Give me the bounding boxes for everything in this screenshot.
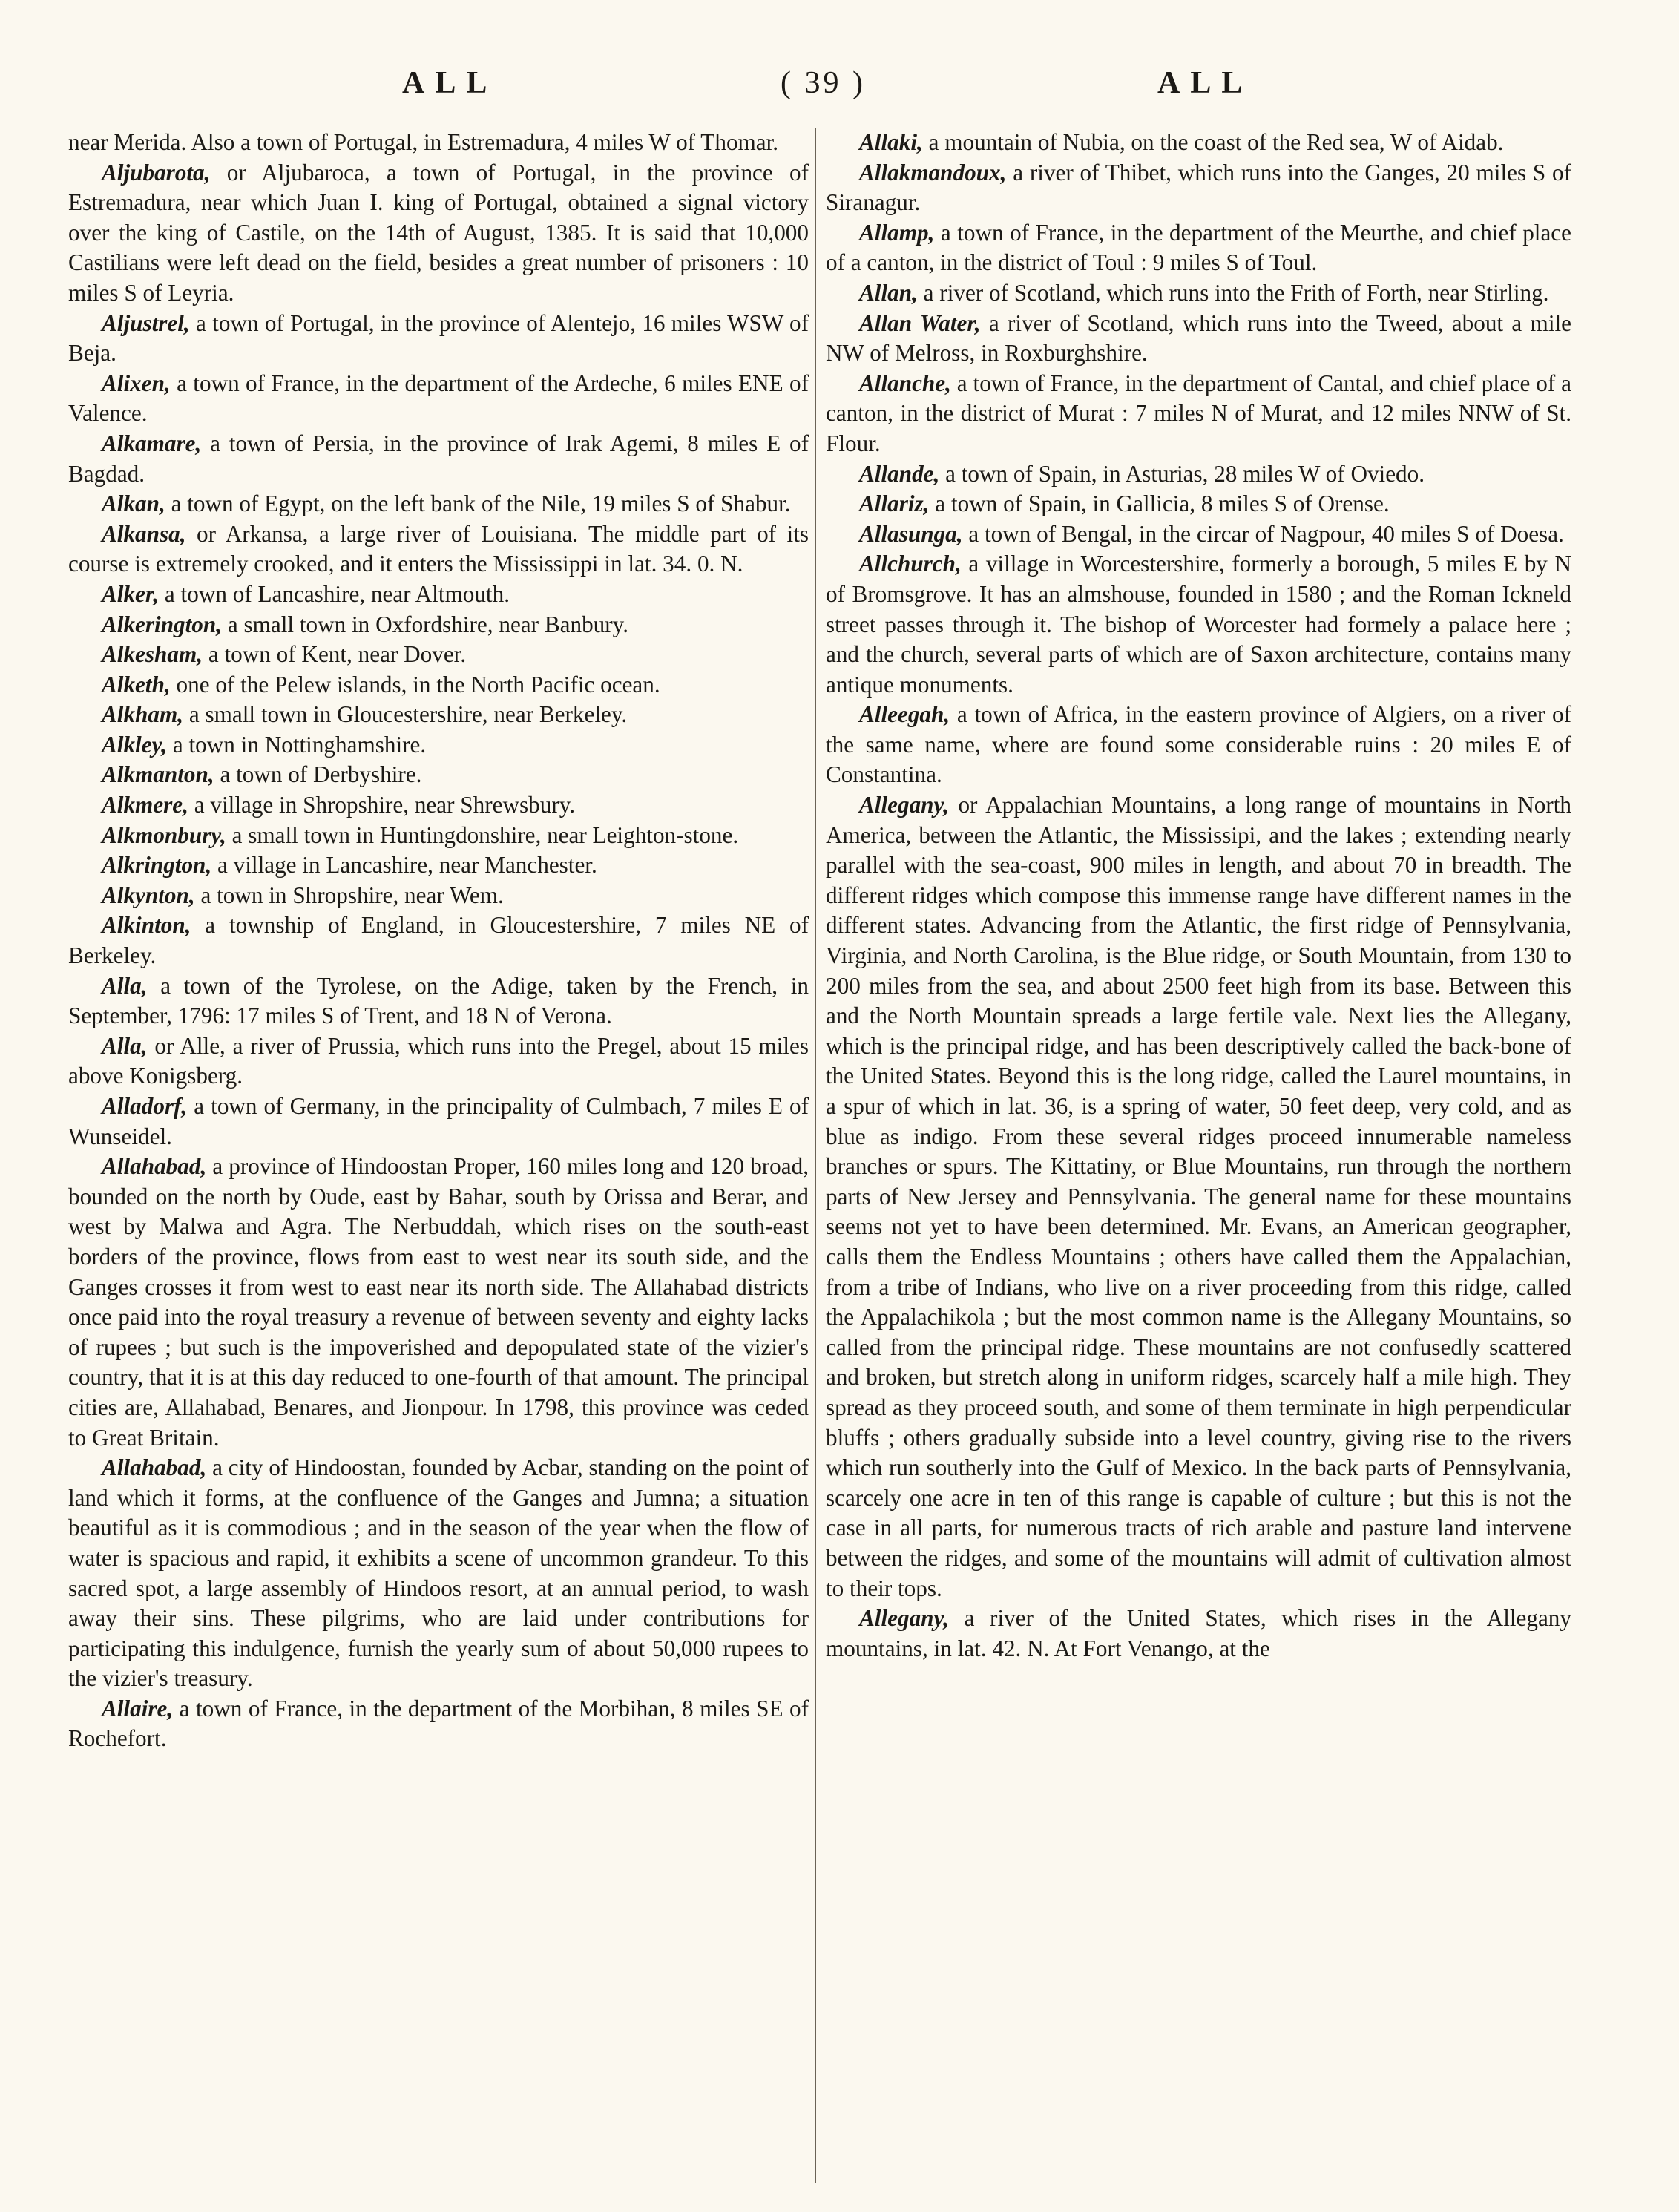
entry-text: a town of France, in the department of Cantal, and chief place of a canton, in the district of Murat : 7 miles N of Murat, and 12 miles NNW of St. Flour.: [826, 370, 1571, 456]
gazetteer-entry: [68, 760, 809, 790]
entry-headword: Alladorf,: [102, 1093, 188, 1119]
gazetteer-entry: [826, 309, 1571, 369]
entry-text: a village in Worcestershire, formerly a borough, 5 miles E by N of Bromsgrove. It has an almshouse, founded in 1580 ; and the Roman Ickneld street passes through it. The bishop of Worcester had formely a palace here ; and the church, several parts of which are of Saxon architecture, contains many antique monuments.: [826, 551, 1571, 698]
entry-headword: Allan Water,: [859, 309, 981, 336]
gazetteer-entry: [68, 1694, 809, 1754]
entry-headword: Alkerington,: [102, 611, 223, 637]
gazetteer-entry: [826, 790, 1571, 1604]
entry-headword: Allegany,: [859, 1605, 949, 1632]
entry-text: a town of Spain, in Gallicia, 8 miles S of Orense.: [929, 490, 1390, 517]
entry-headword: Allaki,: [859, 129, 923, 155]
entry-headword: Alkamare,: [102, 430, 202, 456]
entry-headword: Alkmere,: [102, 792, 188, 818]
gazetteer-entry: [68, 519, 809, 580]
entry-headword: Aljustrel,: [102, 309, 190, 336]
entry-headword: Alkinton,: [102, 912, 191, 939]
gazetteer-entry: [68, 309, 809, 369]
gazetteer-entry: [68, 1453, 809, 1694]
entry-text: a river of Scotland, which runs into the Frith of Forth, near Stirling.: [917, 279, 1549, 306]
gazetteer-entry: [826, 158, 1571, 218]
entry-headword: Alla,: [102, 972, 148, 999]
entry-text: or Alle, a river of Prussia, which runs into the Pregel, about 15 miles above Konigsberg.: [68, 1032, 809, 1089]
entry-text: a town of Persia, in the province of Irak Agemi, 8 miles E of Bagdad.: [68, 430, 809, 487]
entry-text: a village in Lancashire, near Manchester.: [211, 852, 597, 879]
entry-text: a township of England, in Gloucestershire, 7 miles NE of Berkeley.: [68, 912, 809, 969]
gazetteer-entry: [826, 489, 1571, 519]
page-number: ( 39 ): [781, 66, 866, 100]
entry-headword: Aljubarota,: [102, 159, 211, 186]
gazetteer-entry: [68, 128, 809, 158]
gazetteer-entry: [68, 1152, 809, 1453]
left-column: [68, 128, 809, 1754]
entry-headword: Alkrington,: [102, 852, 212, 879]
entry-headword: Alkham,: [102, 701, 184, 728]
entry-headword: Alla,: [102, 1032, 148, 1059]
entry-text: a town in Shropshire, near Wem.: [194, 882, 504, 908]
entry-headword: Alkmanton,: [102, 761, 214, 788]
entry-headword: Allamp,: [859, 219, 935, 246]
entry-text: a town of France, in the department of the Ardeche, 6 miles ENE of Valence.: [68, 370, 809, 427]
entry-text: a river of the United States, which rises in the Allegany mountains, in lat. 42. N. At Fort Venango, at the: [826, 1605, 1571, 1661]
entry-headword: Allchurch,: [859, 551, 962, 577]
entry-headword: Allariz,: [859, 490, 930, 517]
gazetteer-entry: [826, 128, 1571, 158]
gazetteer-entry: [68, 910, 809, 971]
gazetteer-entry: [68, 489, 809, 519]
gazetteer-entry: [826, 1604, 1571, 1664]
entry-text: one of the Pelew islands, in the North Pacific ocean.: [170, 671, 660, 698]
entry-text: a town of Africa, in the eastern province of Algiers, on a river of the same name, where are found some considerable ruins : 20 miles E of Constantina.: [826, 701, 1571, 788]
entry-text: a town of Kent, near Dover.: [203, 641, 467, 668]
gazetteer-entry: [68, 580, 809, 610]
gazetteer-entry: [68, 610, 809, 640]
entry-text: a mountain of Nubia, on the coast of the Red sea, W of Aidab.: [922, 129, 1504, 155]
entry-headword: Alkan,: [102, 490, 165, 517]
entry-headword: Alketh,: [102, 671, 171, 698]
entry-headword: Alker,: [102, 580, 160, 607]
entry-headword: Allegany,: [859, 792, 949, 818]
column-divider: [815, 128, 816, 2183]
entry-text: a town in Nottinghamshire.: [167, 731, 427, 758]
gazetteer-entry: [826, 218, 1571, 278]
entry-headword: Alleegah,: [859, 701, 950, 728]
entry-text: a town of Bengal, in the circar of Nagpour, 40 miles S of Doesa.: [962, 520, 1564, 547]
entry-text: or Appalachian Mountains, a long range of mountains in North America, between the Atlantic, the Mississipi, and the lakes ; extending nearly parallel with the sea-coast, 900 miles in length, and about 70 in breadth. The different ridges which compose this immense range have different names in the different states. Advancing from the Atlantic, the first ridge of Pennsylvania, Virginia, and North Carolina, is the Blue ridge, or South Mountain, from 130 to 200 miles from the sea, and about 2500 feet high from its base. Between this and the North Mountain spreads a large fertile vale. Next lies the Allegany, which is the principal ridge, and has been descriptively called the back-bone of the United States. Beyond this is the long ridge, called the Laurel mountains, in a spur of which in lat. 36, is a spring of water, 50 feet deep, very cold, and as blue as indigo. From these several ridges proceed innumerable nameless branches or spurs. The Kittatiny, or Blue Mountains, run through the northern parts of New Jersey and Pennsylvania. The general name for these mountains seems not yet to have been determined. Mr. Evans, an American geographer, calls them the Endless Mountains ; others have called them the Appalachian, from a tribe of Indians, who live on a river proceeding from this ridge, called the Appalachikola ; but the most common name is the Allegany Mountains, so called from the principal ridge. These mountains are not confusedly scattered and broken, but stretch along in uniform ridges, scarcely half a mile high. They spread as they proceed south, and some of them terminate in high perpendicular bluffs ; others gradually subside into a level country, giving rise to the rivers which run southerly into the Gulf of Mexico. In the back parts of Pennsylvania, scarcely one acre in ten of this range is capable of culture ; but this is not the case in all parts, for numerous tracts of rich arable and pasture land intervene between the ridges, and some of the mountains will admit of cultivation almost to their tops.: [826, 792, 1571, 1601]
entry-text: a town of Lancashire, near Altmouth.: [159, 580, 510, 607]
entry-text: near Merida. Also a town of Portugal, in Estremadura, 4 miles W of Thomar.: [68, 129, 779, 155]
entry-text: a town of France, in the department of the Morbihan, 8 miles SE of Rochefort.: [68, 1695, 809, 1752]
entry-headword: Allasunga,: [859, 520, 963, 547]
gazetteer-entry: [68, 1092, 809, 1152]
entry-headword: Alkynton,: [102, 882, 195, 908]
entry-text: a small town in Gloucestershire, near Berkeley.: [183, 701, 628, 728]
gazetteer-entry: [68, 670, 809, 700]
entry-text: a town of Derbyshire.: [214, 761, 422, 788]
entry-headword: Allaire,: [102, 1695, 174, 1722]
gazetteer-entry: [68, 971, 809, 1031]
entry-headword: Allande,: [859, 460, 940, 487]
gazetteer-entry: [68, 640, 809, 670]
entry-text: or Arkansa, a large river of Louisiana. The middle part of its course is extremely crooked, and it enters the Mississippi in lat. 34. 0. N.: [68, 520, 809, 577]
entry-headword: Alixen,: [102, 370, 171, 396]
gazetteer-entry: [826, 549, 1571, 700]
entry-text: a town of France, in the department of the Meurthe, and chief place of a canton, in the district of Toul : 9 miles S of Toul.: [826, 219, 1571, 276]
header-right-guideword: ALL: [1157, 66, 1253, 100]
right-column: [826, 128, 1571, 1664]
gazetteer-entry: [68, 730, 809, 761]
entry-text: a village in Shropshire, near Shrewsbury.: [188, 792, 576, 818]
entry-headword: Allahabad,: [102, 1153, 207, 1180]
gazetteer-entry: [68, 881, 809, 911]
entry-headword: Allakmandoux,: [859, 159, 1007, 186]
gazetteer-entry: [68, 1031, 809, 1092]
gazetteer-entry: [826, 369, 1571, 459]
gazetteer-entry: [68, 429, 809, 489]
entry-text: a river of Scotland, which runs into the Tweed, about a mile NW of Melross, in Roxburghshire.: [826, 309, 1571, 367]
entry-text: a small town in Huntingdonshire, near Leighton-stone.: [226, 821, 739, 848]
entry-text: a town of the Tyrolese, on the Adige, taken by the French, in September, 1796: 17 miles S of Trent, and 18 N of Verona.: [68, 972, 809, 1029]
entry-headword: Alkansa,: [102, 520, 186, 547]
entry-text: a town of Germany, in the principality of Culmbach, 7 miles E of Wunseidel.: [68, 1093, 809, 1149]
entry-headword: Allan,: [859, 279, 918, 306]
gazetteer-entry: [68, 850, 809, 881]
entry-text: a small town in Oxfordshire, near Banbury.: [222, 611, 629, 637]
header-left-guideword: ALL: [402, 66, 498, 100]
entry-text: a town of Egypt, on the left bank of the Nile, 19 miles S of Shabur.: [165, 490, 791, 517]
entry-text: a town of Spain, in Asturias, 28 miles W of Oviedo.: [939, 460, 1425, 487]
gazetteer-entry: [68, 700, 809, 730]
entry-text: a city of Hindoostan, founded by Acbar, standing on the point of land which it forms, at the confluence of the Ganges and Jumna; a situation beautiful as it is commodious ; and in the season of the year when the flow of water is spacious and rapid, it exhibits a scene of uncommon grandeur. To this sacred spot, a large assembly of Hindoos resort, at an annual period, to wash away their sins. These pilgrims, who are laid under contributions for participating this indulgence, furnish the yearly sum of about 50,000 rupees to the vizier's treasury.: [68, 1454, 809, 1692]
running-header: [0, 65, 1679, 110]
gazetteer-entry: [826, 459, 1571, 490]
entry-text: a province of Hindoostan Proper, 160 miles long and 120 broad, bounded on the north by Oude, east by Bahar, south by Orissa and Berar, and west by Malwa and Agra. The Nerbuddah, which rises on the south-east borders of the province, flows from east to west near its south side, and the Ganges crosses it from west to east near its north side. The Allahabad districts once paid into the royal treasury a revenue of between seventy and eighty lacks of rupees ; but such is the impoverished and depopulated state of the vizier's country, that it is at this day reduced to one-fourth of that amount. The principal cities are, Allahabad, Benares, and Jionpour. In 1798, this province was ceded to Great Britain.: [68, 1153, 809, 1451]
entry-text: or Aljubaroca, a town of Portugal, in the province of Estremadura, near which Juan I. king of Portugal, obtained a signal victory over the king of Castile, on the 14th of August, 1385. It is said that 10,000 Castilians were left dead on the field, besides a great number of prisoners : 10 miles S of Leyria.: [68, 159, 809, 306]
entry-headword: Alkley,: [102, 731, 168, 758]
gazetteer-entry: [68, 821, 809, 851]
entry-text: a town of Portugal, in the province of Alentejo, 16 miles WSW of Beja.: [68, 309, 809, 367]
entry-text: a river of Thibet, which runs into the Ganges, 20 miles S of Siranagur.: [826, 159, 1571, 216]
gazetteer-entry: [826, 700, 1571, 790]
entry-headword: Alkmonbury,: [102, 821, 226, 848]
entry-headword: Alkesham,: [102, 641, 203, 668]
gazetteer-entry: [68, 790, 809, 821]
entry-headword: Allanche,: [859, 370, 951, 396]
gazetteer-entry: [826, 278, 1571, 309]
gazetteer-entry: [68, 158, 809, 309]
gazetteer-entry: [826, 519, 1571, 550]
gazetteer-entry: [68, 369, 809, 429]
entry-headword: Allahabad,: [102, 1454, 207, 1481]
